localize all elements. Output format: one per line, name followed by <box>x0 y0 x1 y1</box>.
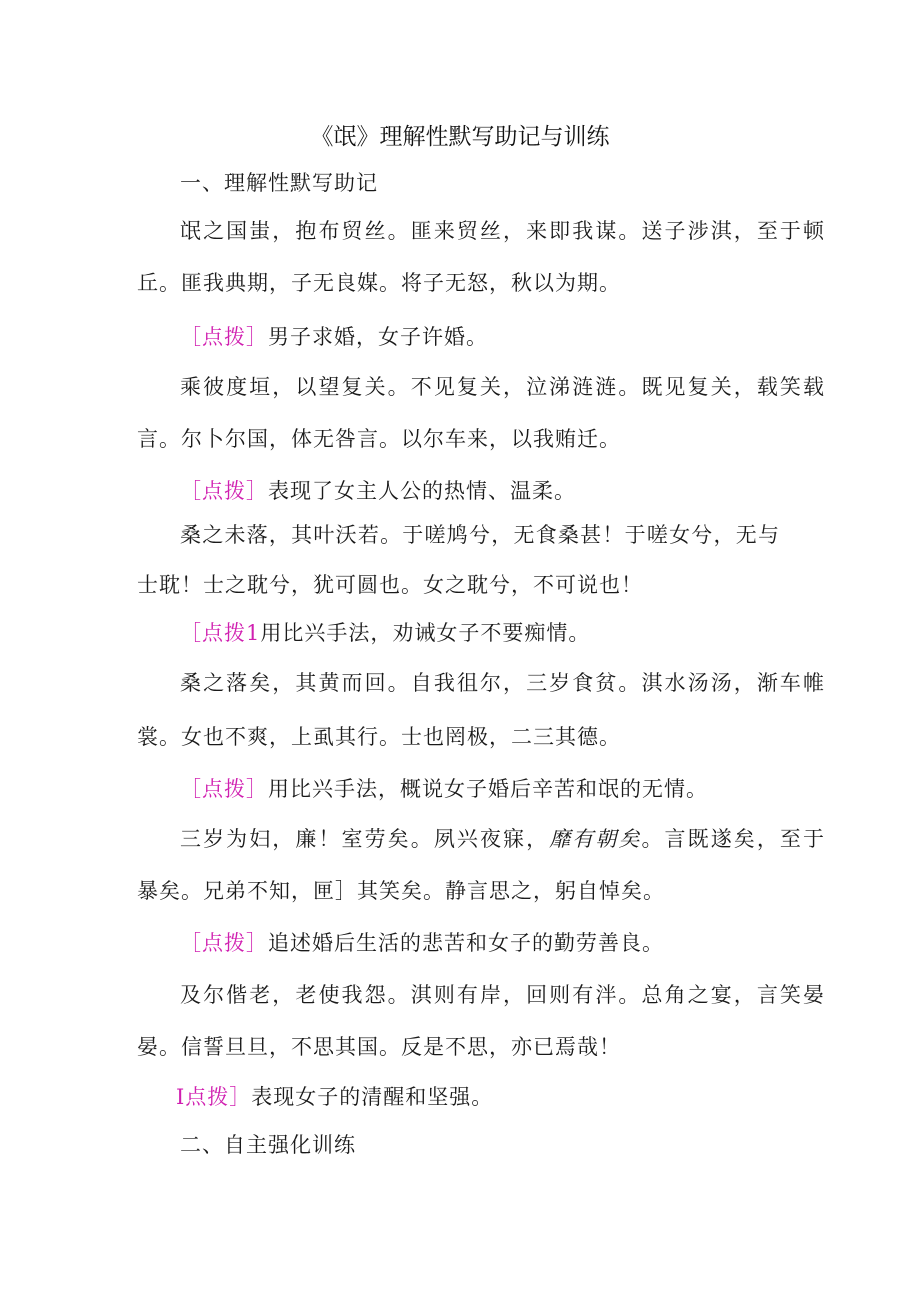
hint-text: 用比兴手法，概说女子婚后辛苦和氓的无情。 <box>268 777 708 801</box>
hint-tag: ［点拨］ <box>180 931 268 955</box>
poem-line: 晏。信誓旦旦，不思其国。反是不思，亦已焉哉！ <box>137 1035 621 1059</box>
poem-line: 言。尔卜尔国，体无咎言。以尔车来，以我贿迁。 <box>137 427 621 451</box>
poem-segment-italic: 靡有朝矣 <box>549 827 642 851</box>
poem-line: 乘彼度垣，以望复关。不见复关，泣涕涟涟。既见复关，载笑载 <box>180 375 825 399</box>
hint-tag: I点拨］ <box>176 1085 252 1109</box>
poem-line: 士耽！士之耽兮，犹可圆也。女之耽兮，不可说也！ <box>137 573 643 597</box>
poem-line <box>180 824 825 854</box>
poem-line: 裳。女也不爽，上虱其行。士也罔极，二三其德。 <box>137 725 621 749</box>
page-title: 《氓》理解性默写助记与训练 <box>310 124 610 150</box>
hint-tag: ［点拨］ <box>180 777 268 801</box>
poem-line: 氓之国蚩，抱布贸丝。匪来贸丝，来即我谋。送子涉淇，至于顿 <box>180 219 825 243</box>
hint-line <box>180 322 488 352</box>
poem-segment: 三岁为妇，廉！室劳矣。夙兴夜寐， <box>180 827 550 851</box>
poem-line: 及尔偕老，老使我怨。淇则有岸，回则有泮。总角之宴，言笑晏 <box>180 983 825 1007</box>
poem-line: 桑之未落，其叶沃若。于嗟鸠兮，无食桑甚！于嗟女兮，无与 <box>180 523 780 547</box>
hint-text: 追述婚后生活的悲苦和女子的勤劳善良。 <box>268 931 664 955</box>
poem-line: 暴矣。兄弟不知，匣］其笑矣。静言思之，躬自悼矣。 <box>137 879 665 903</box>
hint-tag: ［点拨］ <box>180 325 268 349</box>
poem-segment: 。言既遂矣，至于 <box>641 827 826 851</box>
section-heading-2: 二、自主强化训练 <box>180 1133 356 1157</box>
hint-line <box>180 928 664 958</box>
hint-tag: ［点拨1 <box>180 621 261 645</box>
section-heading-1: 一、理解性默写助记 <box>180 171 378 195</box>
hint-text: 男子求婚，女子许婚。 <box>268 325 488 349</box>
hint-line <box>180 774 708 804</box>
hint-text: 表现了女主人公的热情、温柔。 <box>268 479 576 503</box>
hint-line <box>176 1082 493 1112</box>
poem-line: 丘。匪我典期，子无良媒。将子无怒，秋以为期。 <box>137 271 621 295</box>
hint-text: 用比兴手法，劝诫女子不要痴情。 <box>260 621 591 645</box>
hint-line <box>180 618 590 648</box>
poem-line: 桑之落矣，其黄而回。自我徂尔，三岁食贫。淇水汤汤，渐车帷 <box>180 671 825 695</box>
hint-text: 表现女子的清醒和坚强。 <box>251 1085 494 1109</box>
hint-tag: ［点拨］ <box>180 479 268 503</box>
hint-line <box>180 476 576 506</box>
